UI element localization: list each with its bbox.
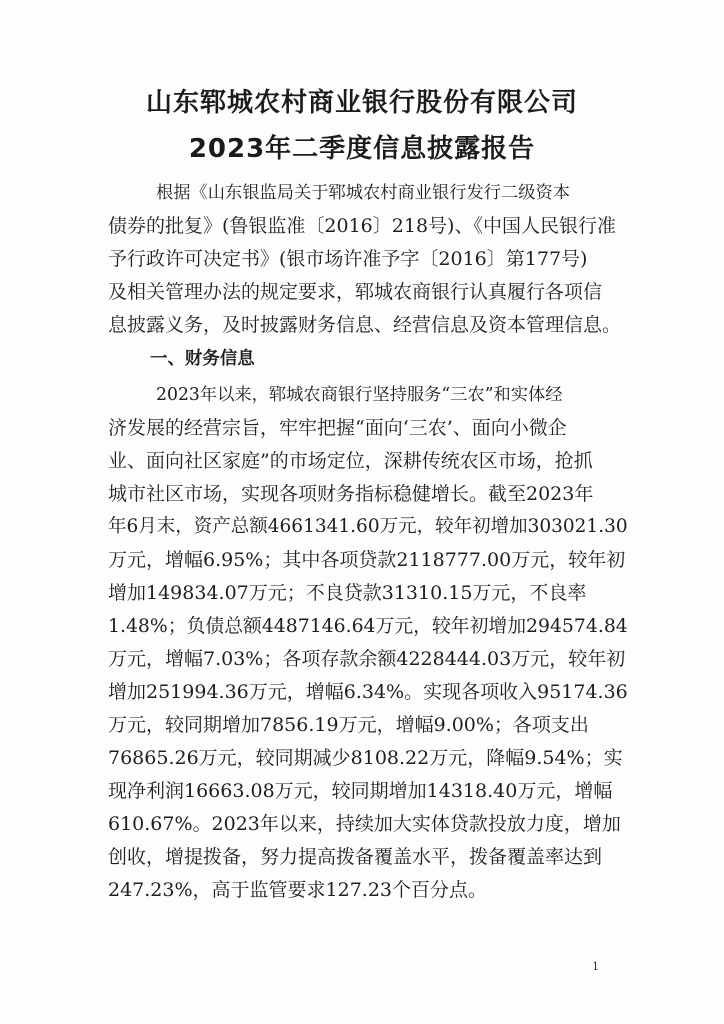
paragraph-line: 创收，增提拨备，努力提高拨备覆盖水平，拨备覆盖率达到	[108, 846, 603, 868]
paragraph-line: 万元，增幅7.03%；各项存款余额4228444.03万元，较年初	[108, 648, 626, 670]
paragraph-line: 予行政许可决定书》(银市场许准予字〔2016〕第177号)	[108, 248, 588, 270]
paragraph-line: 及相关管理办法的规定要求，郓城农商银行认真履行各项信	[108, 281, 603, 303]
paragraph-line: 年6月末，资产总额4661341.60万元，较年初增加303021.30	[108, 516, 628, 537]
paragraph-line: 城市社区市场，实现各项财务指标稳健增长。截至2023年	[108, 483, 594, 505]
paragraph-line: 610.67%。2023年以来，持续加大实体贷款投放力度，增加	[108, 813, 621, 835]
paragraph-line: 根据《山东银监局关于郓城农村商业银行发行二级资本	[156, 183, 571, 203]
document-title-line1: 山东郓城农村商业银行股份有限公司	[145, 88, 578, 118]
page-number: 1	[592, 960, 599, 973]
paragraph-line: 现净利润16663.08万元，较同期增加14318.40万元，增幅	[108, 780, 613, 802]
paragraph-line: 万元，增幅6.95%；其中各项贷款2118777.00万元，较年初	[108, 549, 626, 571]
paragraph-line: 济发展的经营宗旨，牢牢把握“面向‘三农’、面向小微企	[108, 417, 567, 439]
paragraph-line: 2023年以来，郓城农商银行坚持服务“三农”和实体经	[156, 385, 563, 405]
paragraph-line: 247.23%，高于监管要求127.23个百分点。	[108, 879, 488, 901]
paragraph-line: 增加149834.07万元；不良贷款31310.15万元，不良率	[108, 582, 587, 604]
section-heading: 一、财务信息	[150, 349, 255, 369]
paragraph-line: 息披露义务，及时披露财务信息、经营信息及资本管理信息。	[108, 314, 622, 336]
paragraph-line: 债券的批复》(鲁银监准〔2016〕218号)、《中国人民银行准	[108, 215, 616, 237]
paragraph-line: 76865.26万元，较同期减少8108.22万元，降幅9.54%；实	[108, 747, 623, 769]
paragraph-line: 业、面向社区家庭”的市场定位，深耕传统农区市场，抢抓	[108, 450, 593, 472]
paragraph-line: 万元，较同期增加7856.19万元，增幅9.00%；各项支出	[108, 714, 589, 736]
paragraph-line: 1.48%；负债总额4487146.64万元，较年初增加294574.84	[108, 616, 628, 637]
paragraph-line: 增加251994.36万元，增幅6.34%。实现各项收入95174.36	[108, 681, 628, 703]
document-title-line2: 2023年二季度信息披露报告	[188, 134, 536, 164]
